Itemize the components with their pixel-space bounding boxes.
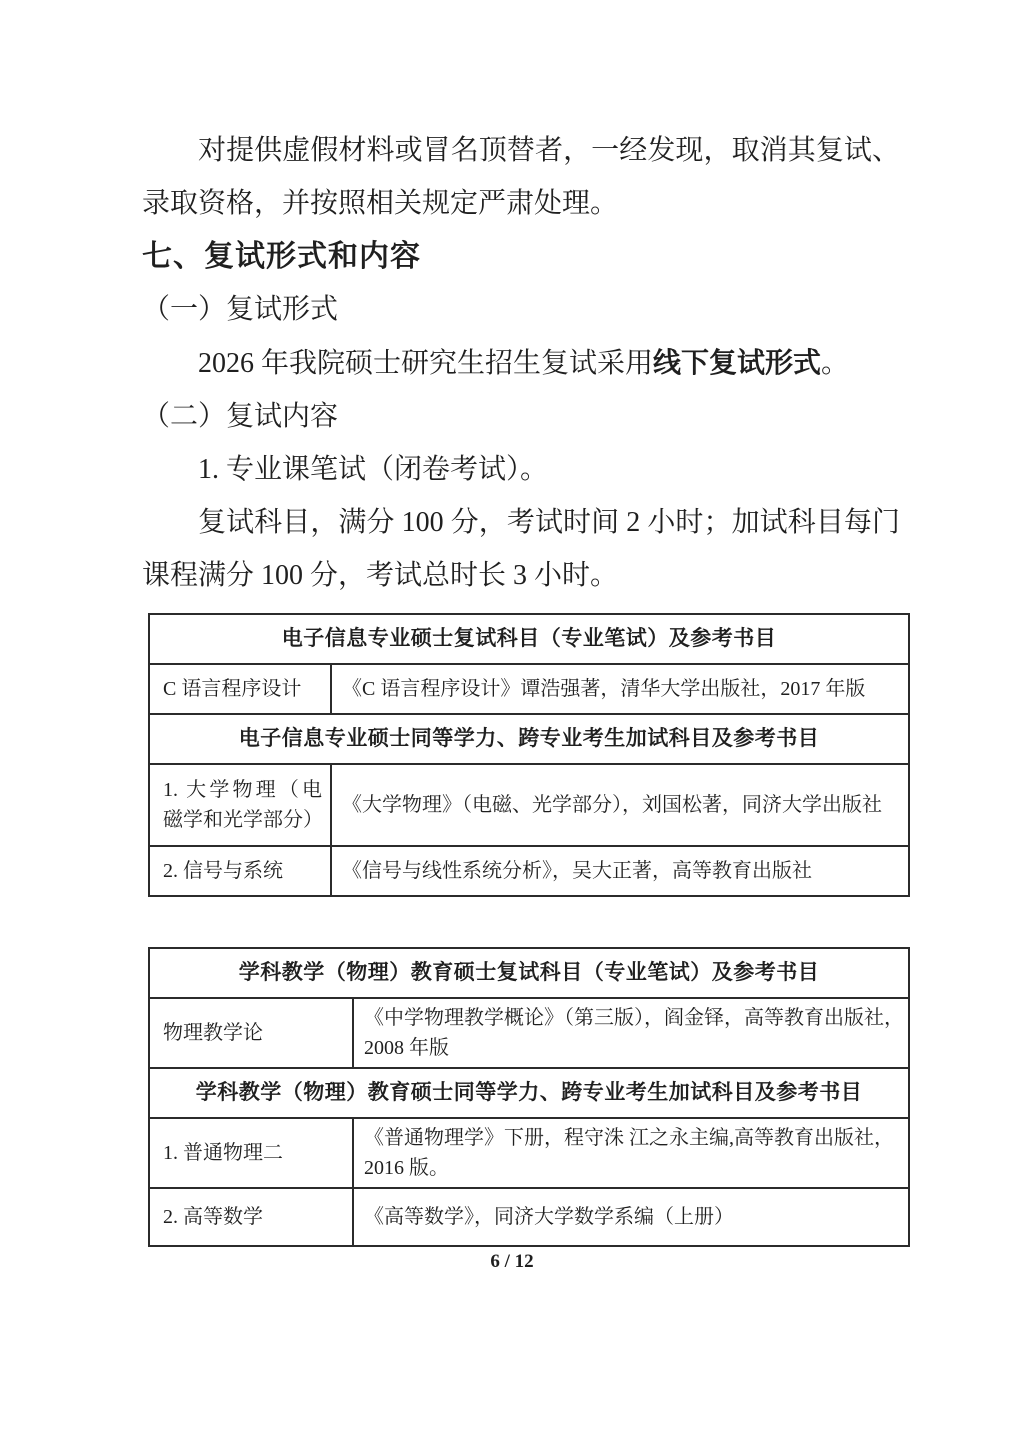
table1-row1-reference: 《C 语言程序设计》谭浩强著，清华大学出版社，2017 年版 [331,664,909,714]
line-2026-bold-offline: 线下复试形式 [653,347,822,378]
line-2026-pre: 2026 年我院硕士研究生招生复试采用 [198,348,654,379]
table1-title: 电子信息专业硕士复试科目（专业笔试）及参考书目 [149,614,909,664]
table1-row3-reference: 《信号与线性系统分析》，吴大正著，高等教育出版社 [331,846,909,896]
table-row [149,714,909,764]
table-row [149,998,909,1068]
table1-row3-subject: 2. 信号与系统 [149,846,331,896]
table2-row2-reference: 《普通物理学》下册，程守洙 江之永主编,高等教育出版社，2016 版。 [353,1118,909,1188]
table2-row1-subject: 物理教学论 [149,998,353,1068]
paragraph-exam-scores: 复试科目，满分 100 分，考试时间 2 小时；加试科目每门课程满分 100 分，考试总时长 3 小时。 [142,507,900,591]
page-content [142,124,904,1247]
table2-title: 学科教学（物理）教育硕士复试科目（专业笔试）及参考书目 [149,948,909,998]
table1-row2-reference: 《大学物理》（电磁、光学部分），刘国松著，同济大学出版社 [331,764,909,846]
table-row [149,948,909,998]
table1-subtitle: 电子信息专业硕士同等学力、跨专业考生加试科目及参考书目 [149,714,909,764]
table1-row2-subject: 1. 大学物理（电磁学和光学部分） [149,764,331,846]
page-number: 6 / 12 [490,1251,534,1272]
line-2026-post: 。 [821,348,850,379]
table2-row3-subject: 2. 高等数学 [149,1188,353,1246]
table-row [149,614,909,664]
section-heading-7: 七、复试形式和内容 [142,240,421,273]
table2-subtitle: 学科教学（物理）教育硕士同等学力、跨专业考生加试科目及参考书目 [149,1068,909,1118]
table-row [149,1118,909,1188]
table2-row3-reference: 《高等数学》，同济大学数学系编（上册） [353,1188,909,1246]
subheading-retest-content: （二）复试内容 [142,401,339,432]
table-row [149,764,909,846]
table2-row2-subject: 1. 普通物理二 [149,1118,353,1188]
paragraph-fraud-warning: 对提供虚假材料或冒名顶替者，一经发现，取消其复试、录取资格，并按照相关规定严肃处理。 [142,135,900,219]
table-row [149,846,909,896]
item-written-exam: 1. 专业课笔试（闭卷考试）。 [198,454,549,485]
table-row [149,1068,909,1118]
table-electronic-information [148,613,910,897]
table-row [149,1188,909,1246]
line-2026-format [142,336,900,390]
table-row [149,664,909,714]
subheading-retest-format: （一）复试形式 [142,294,339,325]
table-physics-education [148,947,910,1247]
table1-row1-subject: C 语言程序设计 [149,664,331,714]
table2-row1-reference: 《中学物理教学概论》（第三版），阎金铎，高等教育出版社，2008 年版 [353,998,909,1068]
